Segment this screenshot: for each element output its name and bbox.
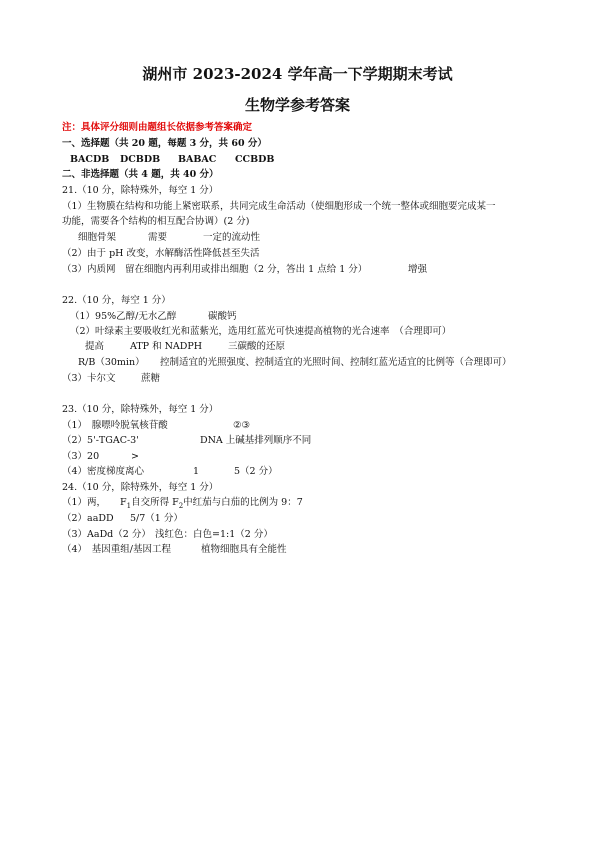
q22-part2: （2）叶绿素主要吸收红光和蓝紫光，选用红蓝光可快速提高植物的光合速率 （合理即可） (70, 326, 452, 337)
q24-header: 24.（10 分，除特殊外，每空 1 分） (62, 482, 219, 493)
q24-part3-answer: 浅红色：白色=1:1（2 分） (155, 529, 273, 540)
q21-answer-3: 一定的流动性 (203, 232, 261, 243)
q24-part3: （3）AaDd（2 分） (62, 529, 151, 540)
q22-part3-answer: 蔗糖 (141, 373, 161, 384)
mc-answers (70, 153, 275, 166)
q22-answer-3: 三碳酸的还原 (228, 341, 286, 352)
q22-part3: （3）卡尔文 (62, 373, 116, 384)
q21-answer-2: 需要 (148, 232, 168, 243)
q21-header: 21.（10 分，除特殊外，每空 1 分） (62, 185, 219, 196)
q21-part3-answer: 增强 (408, 264, 428, 275)
q24-f-sub-1: 1 (126, 501, 132, 510)
q24-f-sub-2: 2 (178, 501, 184, 510)
q24-part1: （1）两， (62, 497, 107, 508)
q24-part4-answer: 植物细胞具有全能性 (201, 544, 287, 555)
grading-note: 注：具体评分细则由题组长依据参考答案确定 (62, 122, 253, 133)
q21-answer-1: 细胞骨架 (78, 232, 117, 243)
q22-answer-row (85, 340, 286, 353)
mc-answer-group-4: CCBDB (235, 154, 275, 165)
section2-heading: 二、非选择题（共 4 题，共 40 分） (62, 169, 219, 180)
q22-rb-answer: 控制适宜的光照强度、控制适宜的光照时间、控制红蓝光适宜的比例等（合理即可） (160, 357, 512, 368)
q22-answer-1: 提高 (85, 341, 105, 352)
q24-f-post: 中红茄与白茄的比例为 9：7 (183, 497, 303, 508)
q24-f-label: F (120, 497, 127, 508)
q24-part2: （2）aaDD (62, 513, 114, 524)
q21-part2: （2）由于 pH 改变，水解酶活性降低甚至失活 (62, 248, 260, 259)
page-subtitle: 生物学参考答案 (244, 96, 350, 114)
q21-part3: （3）内质网 留在细胞内再利用或排出细胞（2 分，答出 1 点给 1 分） (62, 264, 368, 275)
q23-part3: （3）20 (62, 451, 100, 462)
q23-header: 23.（10 分，除特殊外，每空 1 分） (62, 404, 219, 415)
q23-part1: （1） 腺嘌呤脱氧核苷酸 (62, 420, 168, 431)
q22-header: 22.（10 分，每空 1 分） (62, 295, 171, 306)
q23-part2-answer: DNA 上碱基排列顺序不同 (200, 435, 312, 446)
mc-answer-group-3: BABAC (178, 154, 217, 165)
q21-answer-row (78, 231, 261, 244)
q23-part1-answer: ②③ (233, 420, 251, 431)
q21-part1-line2: 功能，需要各个结构的相互配合协调）(2 分) (62, 216, 250, 227)
q23-part4: （4）密度梯度离心 (62, 466, 145, 477)
q23-part4-answer-2: 5（2 分） (234, 466, 278, 477)
q23-part2: （2）5'-TGAC-3' (62, 435, 139, 446)
q24-part4: （4） 基因重组/基因工程 (62, 544, 171, 555)
mc-answer-group-1: BACDB (70, 154, 110, 165)
q23-part4-answer-1: 1 (193, 466, 200, 477)
q22-answer-2: ATP 和 NADPH (130, 341, 203, 352)
q24-part2-answer: 5/7（1 分） (130, 513, 183, 524)
q22-part1: （1）95%乙醇/无水乙醇 (70, 311, 177, 322)
q22-rb-label: R/B（30min） (78, 357, 145, 368)
page-title: 湖州市 2023-2024 学年高一下学期期末考试 (142, 65, 453, 83)
q23-part3-answer: > (131, 451, 139, 462)
mc-answer-group-2: DCBDB (120, 154, 161, 165)
q22-part1-answer: 碳酸钙 (208, 311, 237, 322)
section1-heading: 一、选择题（共 20 题，每题 3 分，共 60 分） (62, 138, 267, 149)
q24-part1-answer (120, 496, 303, 513)
q21-part1-line1: （1）生物膜在结构和功能上紧密联系，共同完成生命活动（使细胞形成一个统一整体或细胞要完成某一 (62, 201, 496, 212)
q24-f-mid: 自交所得 F (131, 497, 179, 508)
